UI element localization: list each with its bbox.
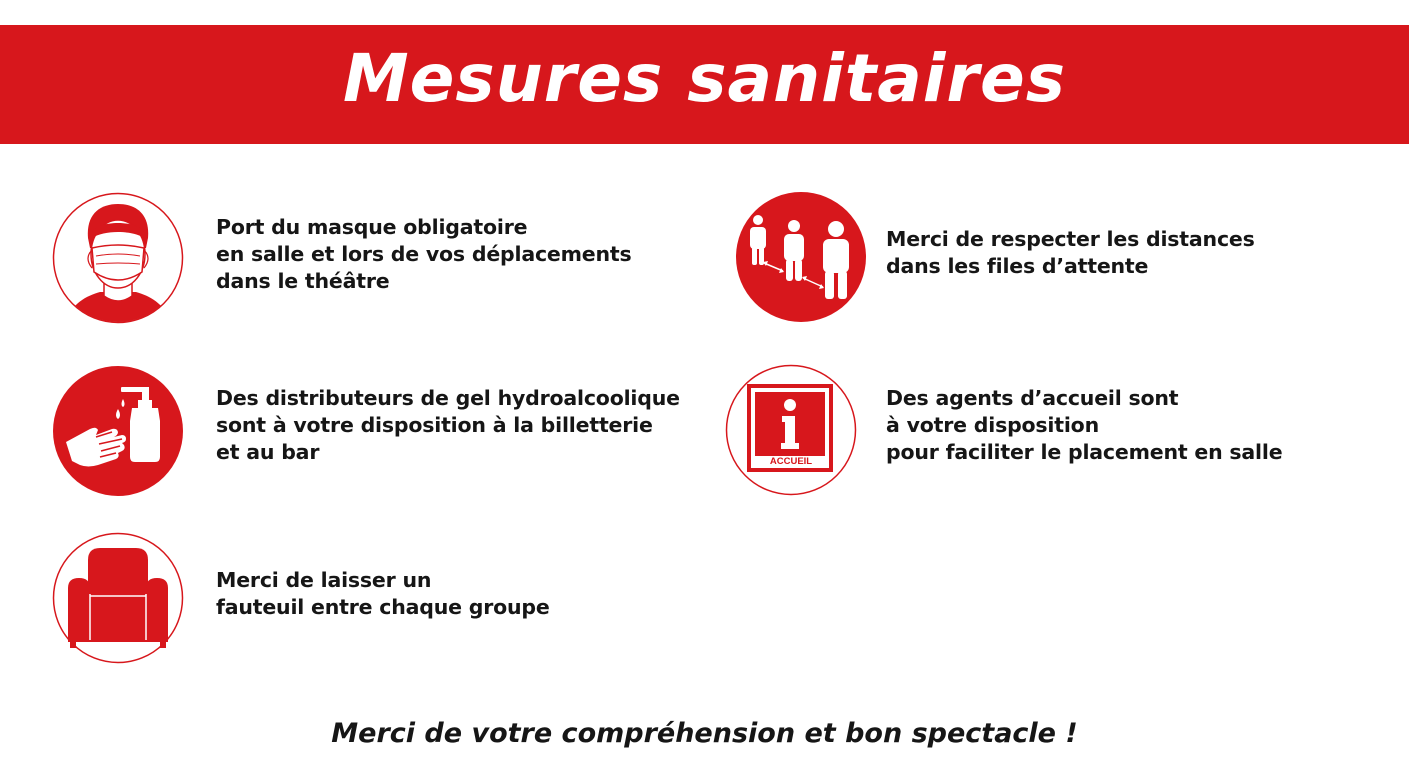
measure-reception-text: Des agents d’accueil sont à votre disposition pour faciliter le placement en salle <box>886 386 1283 464</box>
social-distance-icon <box>735 191 867 323</box>
measure-distance-text: Merci de respecter les distances dans les files d’attente <box>886 227 1255 278</box>
face-mask-icon <box>52 192 184 324</box>
header-banner <box>0 25 1409 144</box>
measure-armchair-text: Merci de laisser un fauteuil entre chaque groupe <box>216 568 550 619</box>
measure-mask-text: Port du masque obligatoire en salle et lors de vos déplacements dans le théâtre <box>216 215 632 293</box>
footer-message: Merci de votre compréhension et bon spectacle ! <box>331 718 1078 749</box>
armchair-icon <box>52 532 184 664</box>
measure-sanitizer-text: Des distributeurs de gel hydroalcoolique sont à votre disposition à la billetterie et au bar <box>216 386 680 464</box>
accueil-label: ACCUEIL <box>769 456 813 467</box>
reception-info-icon <box>725 364 857 496</box>
page-title: Mesures sanitaires <box>342 40 1067 117</box>
hand-sanitizer-icon <box>52 365 184 497</box>
